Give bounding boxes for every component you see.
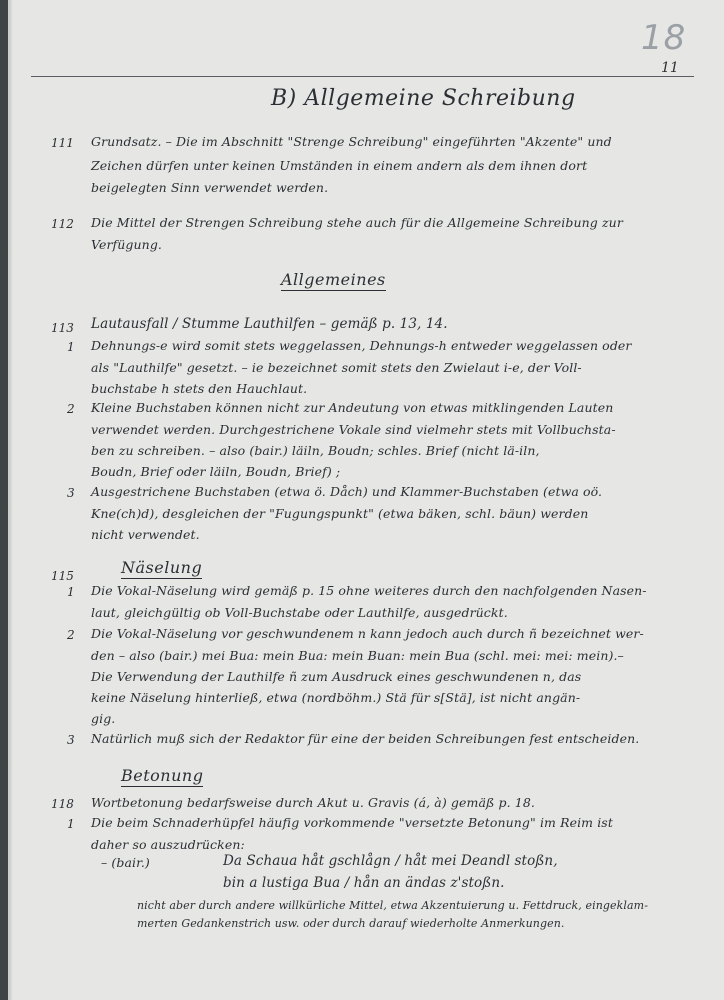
text-line: Natürlich muß sich der Redaktor für eine der beiden Schreibungen fest entscheiden. <box>91 731 640 746</box>
item-marker: 1 <box>67 817 75 831</box>
text-line: Verfügung. <box>91 237 163 252</box>
text-line: Dehnungs-e wird somit stets weggelassen, Dehnungs-h entweder weggelassen oder <box>91 338 632 353</box>
text-line: Die Vokal-Näselung vor geschwundenem n kann jedoch auch durch ñ bezeichnet wer- <box>91 626 644 641</box>
text-line: beigelegten Sinn verwendet werden. <box>91 180 329 195</box>
heading-naeselung: Näselung <box>121 558 203 577</box>
section-number-112: 112 <box>51 217 74 231</box>
page-number: 11 <box>661 60 679 76</box>
document-page <box>8 0 724 1000</box>
text-line: laut, gleichgültig ob Voll-Buchstabe oder Lauthilfe, ausgedrückt. <box>91 605 508 620</box>
text-line: verwendet werden. Durchgestrichene Vokale sind vielmehr stets mit Vollbuchsta- <box>91 422 616 437</box>
section-number-118: 118 <box>51 797 74 811</box>
example-line: bin a lustiga Bua / hån an ändas z'stoßn. <box>223 875 505 891</box>
text-line: Grundsatz. – Die im Abschnitt "Strenge Schreibung" eingeführten "Akzente" und <box>91 134 612 149</box>
archive-number: 18 <box>641 18 687 58</box>
section-number-111: 111 <box>51 136 74 150</box>
text-line: nicht verwendet. <box>91 527 200 542</box>
item-marker: 3 <box>67 486 75 500</box>
text-line: den – also (bair.) mei Bua: mein Bua: mein Buan: mein Bua (schl. mei: mei: mein).– <box>91 648 624 663</box>
text-line: Kleine Buchstaben können nicht zur Andeutung von etwas mitklingenden Lauten <box>91 400 614 415</box>
header-rule <box>31 76 694 77</box>
text-line: Die beim Schnaderhüpfel häufig vorkommende "versetzte Betonung" im Reim ist <box>91 815 613 830</box>
item-marker: 2 <box>67 628 75 642</box>
text-line: keine Näselung hinterließ, etwa (nordböhm.) Stä für s[Stä], ist nicht angän- <box>91 690 581 705</box>
text-line: als "Lauthilfe" gesetzt. – ie bezeichnet somit stets den Zwielaut i-e, der Voll- <box>91 360 582 375</box>
text-line: Die Verwendung der Lauthilfe ñ zum Ausdruck eines geschwundenen n, das <box>91 669 582 684</box>
item-marker: 3 <box>67 733 75 747</box>
item-marker: 1 <box>67 585 75 599</box>
example-line: Da Schaua håt gschlågn / håt mei Deandl stoßn, <box>223 853 558 869</box>
text-line: Wortbetonung bedarfsweise durch Akut u. Gravis (á, à) gemäß p. 18. <box>91 795 535 810</box>
text-line: Zeichen dürfen unter keinen Umständen in einem andern als dem ihnen dort <box>91 158 588 173</box>
example-label: – (bair.) <box>101 855 150 870</box>
section-number-113: 113 <box>51 321 74 335</box>
document-title: B) Allgemeine Schreibung <box>271 86 576 111</box>
text-line: daher so auszudrücken: <box>91 837 245 852</box>
section-number-115: 115 <box>51 569 74 583</box>
item-marker: 2 <box>67 402 75 416</box>
heading-betonung: Betonung <box>121 766 204 785</box>
item-marker: 1 <box>67 340 75 354</box>
text-line: nicht aber durch andere willkürliche Mittel, etwa Akzentuierung u. Fettdruck, eingeklam- <box>137 899 649 912</box>
text-line: Ausgestrichene Buchstaben (etwa ö. Dåch) und Klammer-Buchstaben (etwa oö. <box>91 484 603 499</box>
text-line: Die Mittel der Strengen Schreibung stehe auch für die Allgemeine Schreibung zur <box>91 215 623 230</box>
text-line: merten Gedankenstrich usw. oder durch darauf wiederholte Anmerkungen. <box>137 917 565 930</box>
section-heading: Lautausfall / Stumme Lauthilfen – gemäß p. 13, 14. <box>91 316 448 332</box>
text-line: gig. <box>91 711 116 726</box>
heading-allgemeines: Allgemeines <box>281 270 386 289</box>
text-line: ben zu schreiben. – also (bair.) läiln, Boudn; schles. Brief (nicht lä‑iln, <box>91 443 540 458</box>
text-line: Kne(ch)d), desgleichen der "Fugungspunkt" (etwa bäken, schl. bäun) werden <box>91 506 589 521</box>
text-line: buchstabe h stets den Hauchlaut. <box>91 381 308 396</box>
text-line: Die Vokal-Näselung wird gemäß p. 15 ohne weiteres durch den nachfolgenden Nasen- <box>91 583 647 598</box>
text-line: Boudn, Brief oder läiln, Boudn, Brief) ; <box>91 464 341 479</box>
